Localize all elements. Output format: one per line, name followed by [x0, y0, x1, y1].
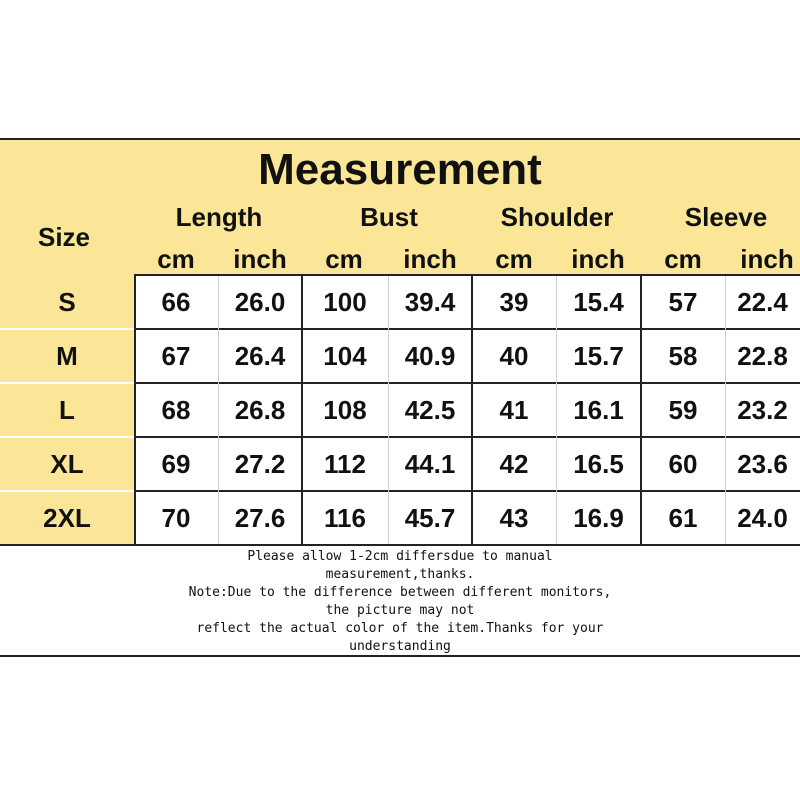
value-cell: 41	[499, 395, 529, 425]
column-divider	[301, 276, 303, 544]
table-row	[0, 384, 800, 436]
group-header-sleeve: Sleeve	[684, 202, 768, 232]
group-header-length: Length	[175, 202, 263, 232]
size-cell: L	[0, 384, 136, 436]
unit-header: cm	[664, 244, 702, 274]
note-line: understanding	[349, 639, 451, 654]
column-divider	[388, 276, 389, 544]
value-cell: 16.1	[573, 395, 624, 425]
value-cell: 67	[161, 341, 191, 371]
size-chart	[0, 138, 800, 657]
group-header-shoulder: Shoulder	[500, 202, 614, 232]
value-cell: 45.7	[404, 503, 456, 533]
unit-header: cm	[157, 244, 195, 274]
value-cell: 108	[323, 395, 367, 425]
table-row	[0, 438, 800, 490]
table-title: Measurement	[258, 145, 542, 194]
value-cell: 16.5	[573, 449, 624, 479]
column-divider	[640, 276, 642, 544]
value-cell: 27.6	[234, 503, 286, 533]
value-cell: 26.8	[234, 395, 286, 425]
note-line: the picture may not	[325, 603, 475, 618]
size-cell: M	[0, 330, 136, 382]
unit-header: cm	[495, 244, 533, 274]
value-cell: 100	[323, 287, 367, 317]
unit-header: cm	[325, 244, 363, 274]
size-cell: XL	[0, 438, 136, 490]
value-cell: 58	[668, 341, 698, 371]
value-cell: 104	[323, 341, 367, 371]
note-line: Note:Due to the difference between different monitors,	[188, 585, 612, 600]
row-divider	[134, 274, 800, 276]
column-divider	[471, 276, 473, 544]
column-divider	[218, 276, 219, 544]
size-cell: S	[0, 276, 136, 328]
value-cell: 42	[499, 449, 529, 479]
row-divider	[134, 490, 800, 492]
column-divider	[725, 276, 726, 544]
value-cell: 24.0	[737, 503, 788, 533]
row-divider	[134, 382, 800, 384]
column-divider	[556, 276, 557, 544]
size-column-header: Size	[37, 222, 91, 252]
note-line: Please allow 1-2cm differsdue to manual	[247, 549, 553, 564]
value-cell: 16.9	[573, 503, 624, 533]
value-cell: 112	[324, 449, 366, 479]
group-header-bust: Bust	[360, 202, 418, 232]
unit-header: inch	[233, 244, 287, 274]
value-cell: 42.5	[404, 395, 456, 425]
value-cell: 22.8	[737, 341, 788, 371]
note-line: reflect the actual color of the item.Thanks for your	[196, 621, 604, 636]
measurement-note	[100, 548, 700, 656]
value-cell: 15.4	[573, 287, 624, 317]
value-cell: 66	[161, 287, 191, 317]
row-divider	[134, 328, 800, 330]
value-cell: 116	[324, 503, 366, 533]
table-row	[0, 276, 800, 328]
value-cell: 40	[499, 341, 529, 371]
value-cell: 22.4	[737, 287, 788, 317]
row-divider	[134, 436, 800, 438]
row-divider	[0, 544, 800, 546]
value-cell: 69	[161, 449, 191, 479]
table-header	[0, 140, 800, 276]
value-cell: 59	[668, 395, 698, 425]
value-cell: 61	[668, 503, 698, 533]
value-cell: 60	[668, 449, 698, 479]
value-cell: 39	[499, 287, 529, 317]
value-cell: 70	[161, 503, 191, 533]
value-cell: 26.4	[234, 341, 286, 371]
value-cell: 43	[499, 503, 529, 533]
size-cell: 2XL	[0, 492, 136, 544]
value-cell: 39.4	[404, 287, 456, 317]
table-row	[0, 330, 800, 382]
unit-header: inch	[403, 244, 457, 274]
unit-header: inch	[740, 244, 794, 274]
value-cell: 26.0	[234, 287, 286, 317]
value-cell: 23.6	[737, 449, 788, 479]
table-row	[0, 492, 800, 544]
value-cell: 68	[161, 395, 191, 425]
value-cell: 40.9	[404, 341, 456, 371]
note-line: measurement,thanks.	[325, 567, 475, 582]
value-cell: 15.7	[573, 341, 624, 371]
value-cell: 57	[668, 287, 698, 317]
value-cell: 44.1	[404, 449, 456, 479]
unit-header: inch	[571, 244, 625, 274]
value-cell: 23.2	[737, 395, 788, 425]
value-cell: 27.2	[234, 449, 286, 479]
